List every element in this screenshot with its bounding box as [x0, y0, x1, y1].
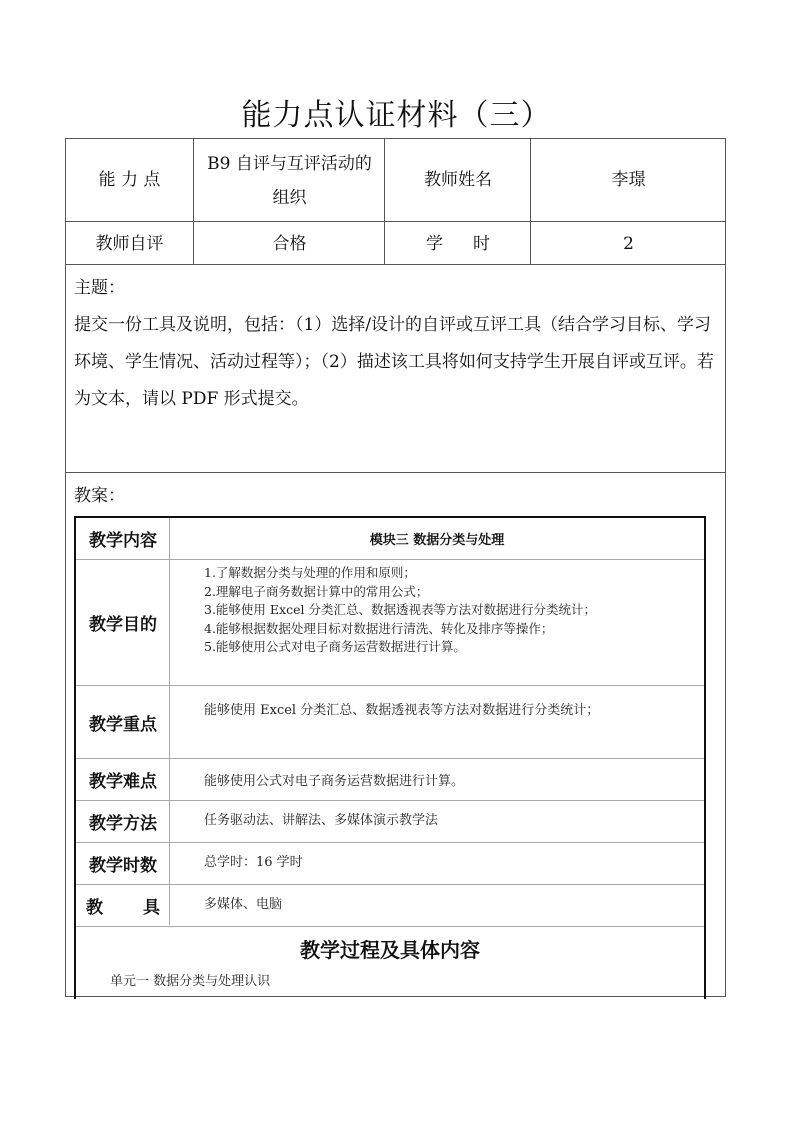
- process-heading: 教学过程及具体内容: [300, 937, 480, 962]
- methods-label: 教学方法: [89, 814, 157, 834]
- objectives-label: 教学目的: [89, 615, 157, 635]
- class-hours-label-b: 时: [473, 233, 490, 254]
- class-hours-label-a: 学: [426, 233, 443, 254]
- hours-value: 总学时：16 学时: [204, 854, 303, 870]
- teacher-name-label: 教师姓名: [424, 170, 492, 190]
- objective-item: 4.能够根据数据处理目标对数据进行清洗、转化及排序等操作；: [204, 620, 554, 636]
- difficulties-value: 能够使用公式对电子商务运营数据进行计算。: [204, 774, 465, 789]
- row-divider: [66, 221, 725, 222]
- lesson-plan-label: 教案：: [74, 486, 125, 506]
- teacher-name-value: 李璟: [611, 170, 646, 190]
- row-divider: [76, 926, 704, 927]
- ability-label: 能 力 点: [98, 170, 161, 190]
- tools-label: [76, 885, 170, 926]
- objective-item: 2.理解电子商务数据计算中的常用公式；: [204, 583, 429, 599]
- objective-item: 3.能够使用 Excel 分类汇总、数据透视表等方法对数据进行分类统计；: [204, 602, 596, 617]
- col-divider: [193, 139, 194, 265]
- tools-label-b: 具: [143, 898, 160, 918]
- self-evaluation-value: 合格: [272, 233, 307, 254]
- lesson-plan-table: [74, 516, 706, 999]
- row-divider: [66, 472, 725, 473]
- topic-text: 提交一份工具及说明，包括：（1）选择/设计的自评或互评工具（结合学习目标、学习环境、学生情况、活动过程等）；（2）描述该工具将如何支持学生开展自评或互评。若为文本，请以 PDF 形式提交。: [74, 315, 714, 409]
- row-divider: [76, 559, 704, 560]
- difficulties-label: 教学难点: [89, 772, 157, 792]
- key-points-value: 能够使用 Excel 分类汇总、数据透视表等方法对数据进行分类统计；: [204, 702, 600, 718]
- content-value: 模块三 数据分类与处理: [369, 533, 505, 548]
- methods-value: 任务驱动法、讲解法、多媒体演示教学法: [204, 812, 439, 828]
- unit-title: 单元一 数据分类与处理认识: [110, 974, 271, 989]
- tools-label-a: 教: [86, 898, 103, 918]
- page-title: 能力点认证材料（三）: [241, 98, 552, 133]
- row-divider: [66, 264, 725, 265]
- self-evaluation-label: 教师自评: [95, 233, 164, 254]
- objective-item: 1.了解数据分类与处理的作用和原则；: [204, 565, 416, 580]
- objective-item: 5.能够使用公式对电子商务运营数据进行计算。: [204, 639, 466, 654]
- tools-value: 多媒体、电脑: [204, 896, 283, 912]
- key-points-label: 教学重点: [89, 714, 157, 735]
- certification-table: [65, 138, 726, 997]
- hours-label: 教学时数: [89, 856, 157, 876]
- class-hours-label: [386, 223, 530, 264]
- topic-label: 主题：: [74, 278, 125, 298]
- col-divider: [384, 139, 385, 265]
- content-label: 教学内容: [89, 531, 157, 551]
- objectives-list: [204, 564, 596, 657]
- col-divider: [530, 139, 531, 265]
- ability-value: B9 自评与互评活动的组织: [207, 154, 372, 208]
- class-hours-value: 2: [623, 233, 634, 254]
